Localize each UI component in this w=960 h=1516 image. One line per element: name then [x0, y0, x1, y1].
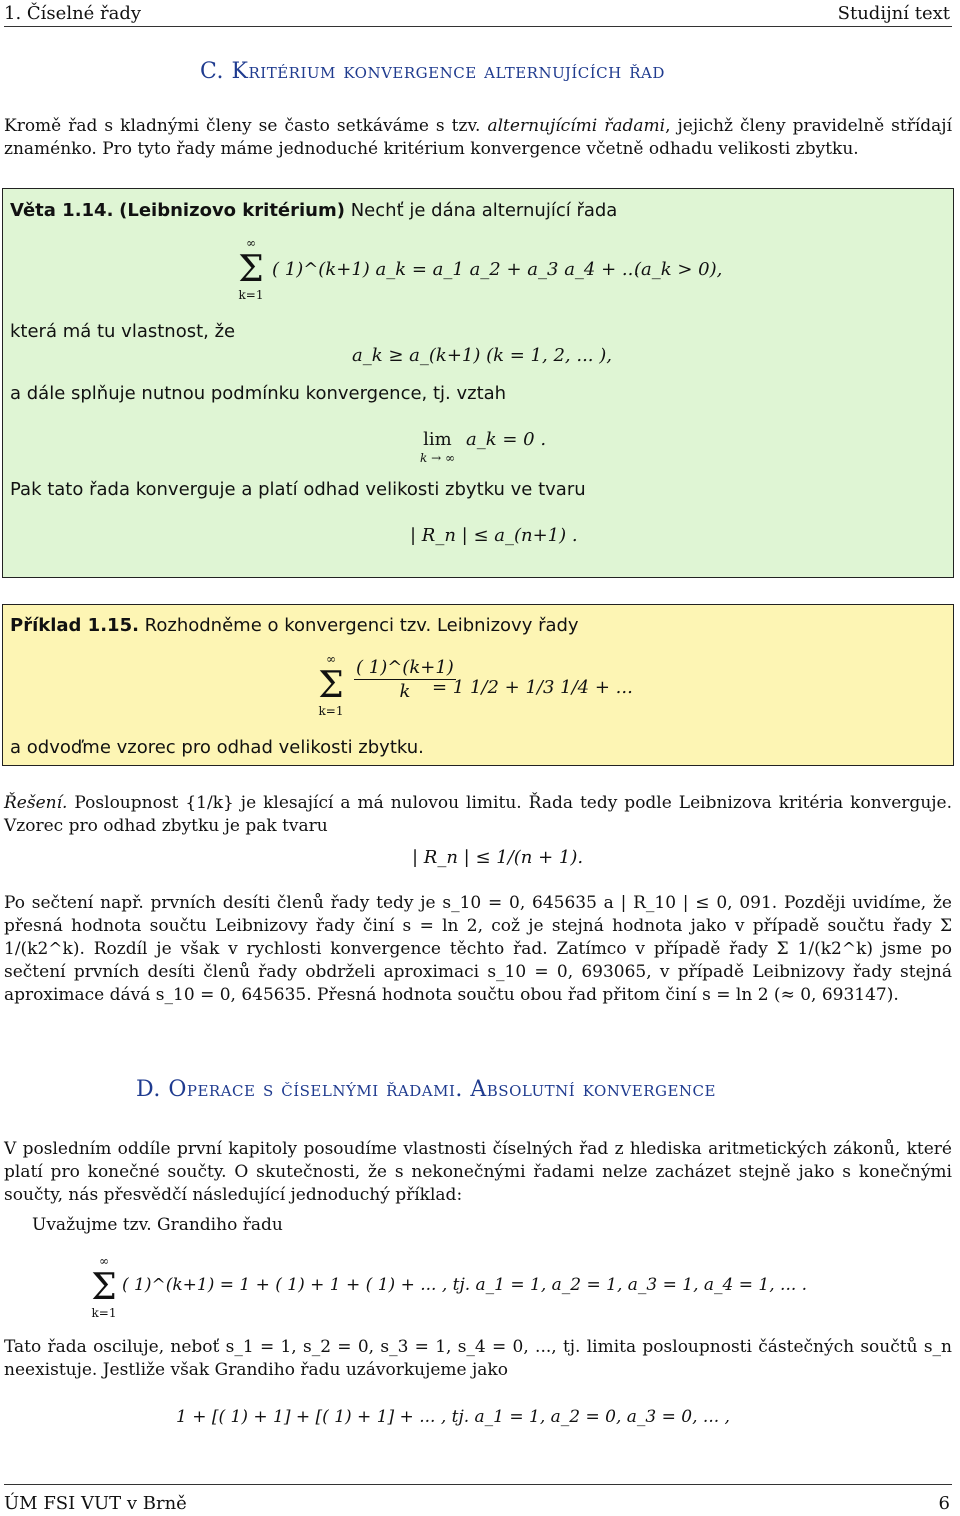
section-d-p3: Tato řada osciluje, neboť s_1 = 1, s_2 = 0, s_3 = 1, s_4 = 0, ..., tj. limita posloupnosti částečných součtů s_n neexistuje. Jestliže však Grandiho řadu uzávorkujeme jako: [4, 1337, 952, 1380]
theorem-limit: lim k → ∞: [420, 429, 455, 466]
grandi-sum-sign: ∞ Σ k=1: [91, 1254, 117, 1320]
theorem-formula-2: a_k ≥ a_(k+1) (k = 1, 2, ... ),: [352, 345, 612, 366]
bracket-series: 1 + [( 1) + 1] + [( 1) + 1] + ... , tj. a_1 = 1, a_2 = 0, a_3 = 0, ... ,: [176, 1407, 730, 1427]
theorem-formula-1: ( 1)^(k+1) a_k = a_1 a_2 + a_3 a_4 + ...: [272, 259, 640, 280]
header-rule: [4, 26, 952, 27]
solution-p2: Po sečtení např. prvních desíti členů řady tedy je s_10 = 0, 645635 a | R_10 | ≤ 0, 091. Později uvidíme, že přesná hodnota součtu Leibnizovy řady činí s = ln 2, což je stejná hodnota jako v případě součtu řady Σ 1/(k2^k). Rozdíl je však v rychlosti konvergence těchto řad. Zatímco v případě řady Σ 1/(k2^k) jsme po sečtení prvních desíti členů řady obdrželi aproximaci s_10 = 0, 693065, v případě Leibnizovy řady stejná aproximace dává s_10 = 0, 645635. Přesná hodnota součtu obou řad přitom činí s = ln 2 (≈ 0, 693147).: [4, 893, 952, 1005]
header-right: Studijní text: [837, 3, 950, 24]
example-heading: Příklad 1.15. Rozhodněme o konvergenci tzv. Leibnizovy řady: [10, 615, 579, 636]
solution-formula: | R_n | ≤ 1/(n + 1).: [412, 847, 584, 868]
section-d-p2: Uvažujme tzv. Grandiho řadu: [32, 1215, 283, 1235]
header-left: 1. Číselné řady: [4, 3, 142, 24]
section-d-p1: V posledním oddíle první kapitoly posoudíme vlastnosti číselných řad z hlediska aritmetických zákonů, které platí pro konečné součty. O skutečnosti, že s nekonečnými řadami nelze zacházet stejně jako s konečnými součty, nás přesvědčí následující jednoduchý příklad:: [4, 1139, 952, 1205]
theorem-formula-4: | R_n | ≤ a_(n+1) .: [410, 525, 578, 546]
theorem-heading: Věta 1.14. (Leibnizovo kritérium) Nechť je dána alternující řada: [10, 200, 618, 221]
theorem-text-3: a dále splňuje nutnou podmínku konvergence, tj. vztah: [10, 383, 507, 404]
theorem-text-2: která má tu vlastnost, že: [10, 321, 236, 342]
example-text-2: a odvoďme vzorec pro odhad velikosti zbytku.: [10, 737, 424, 758]
solution-p1: Řešení. Posloupnost {1/k} je klesající a má nulovou limitu. Řada tedy podle Leibnizova kritéria konverguje. Vzorec pro odhad zbytku je pak tvaru: [4, 793, 953, 836]
section-d-title: D. Operace s číselnými řadami. Absolutní konvergence: [136, 1077, 716, 1102]
section-c-title: C. Kritérium konvergence alternujících řad: [200, 59, 665, 84]
theorem-sum-sign: ∞ Σ k=1: [238, 236, 264, 302]
example-fraction: $\frac{( 1)\^{}(k+1)}{k}$: [356, 657, 454, 703]
theorem-formula-1-condition: (a_k > 0),: [634, 259, 723, 280]
example-series: = 1 1/2 + 1/3 1/4 + ...: [432, 677, 633, 698]
section-c-intro: Kromě řad s kladnými členy se často setkáváme s tzv. alternujícími řadami, jejichž členy pravidelně střídají znaménko. Pro tyto řady máme jednoduché kritérium konvergence včetně odhadu velikosti zbytku.: [4, 116, 953, 159]
theorem-formula-3: a_k = 0 .: [466, 429, 547, 450]
grandi-series: ( 1)^(k+1) = 1 + ( 1) + 1 + ( 1) + ... , tj. a_1 = 1, a_2 = 1, a_3 = 1, a_4 = 1, ... .: [122, 1275, 808, 1295]
footer-rule: [4, 1484, 952, 1485]
page-number: 6: [938, 1493, 950, 1514]
theorem-text-4: Pak tato řada konverguje a platí odhad velikosti zbytku ve tvaru: [10, 479, 586, 500]
example-sum-sign: ∞ Σ k=1: [318, 652, 344, 718]
footer-left: ÚM FSI VUT v Brně: [4, 1493, 187, 1514]
